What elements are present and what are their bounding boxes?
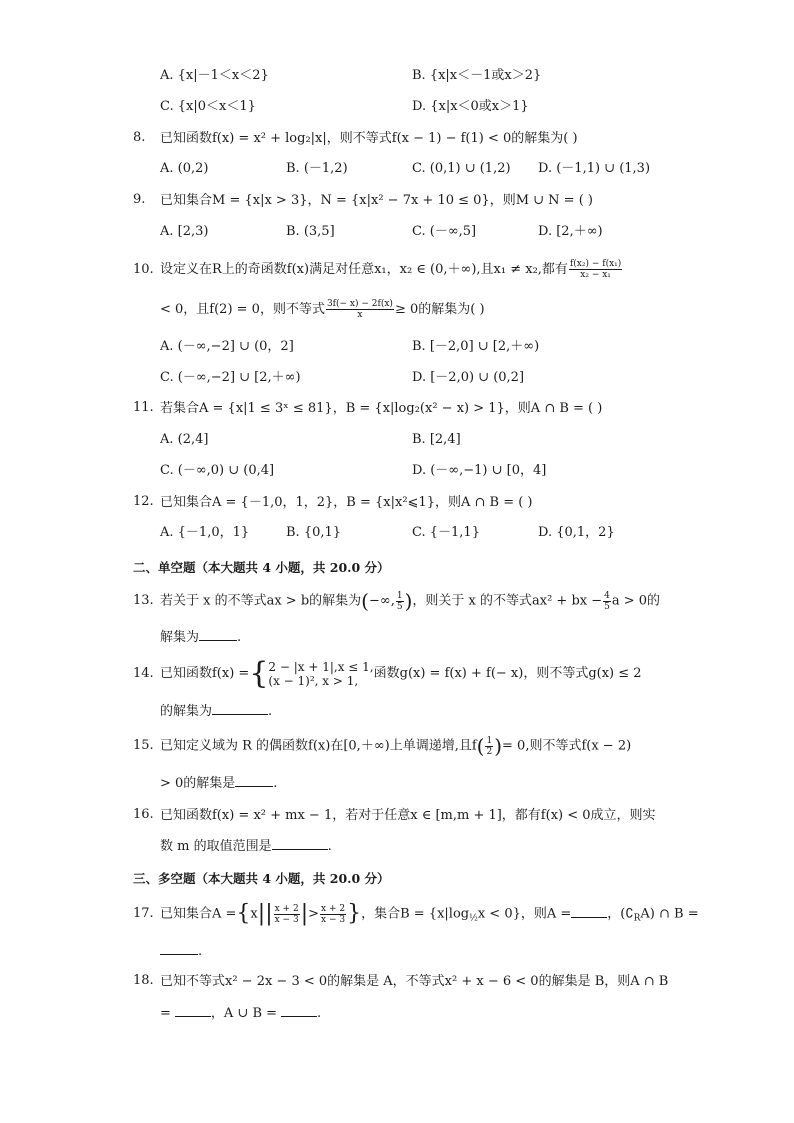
section-heading-fill-in: 二、单空题（本大题共 4 小题，共 20.0 分） bbox=[133, 560, 390, 575]
q9-option-a: A. [2,3) bbox=[160, 224, 209, 239]
q10-fraction-2-denominator: x bbox=[357, 310, 363, 320]
q9-option-b: B. (3,5] bbox=[286, 224, 335, 239]
q8-option-d: D. (－1,1) ∪ (1,3) bbox=[538, 161, 651, 176]
q10-number: 10. bbox=[133, 262, 154, 277]
q11-option-c: C. (－∞,0) ∪ (0,4] bbox=[160, 463, 275, 478]
q13-fraction-numerator: 4 bbox=[604, 590, 610, 601]
q17-abs-numerator: x + 2 bbox=[274, 903, 299, 914]
q9-option-c: C. (－∞,5] bbox=[412, 224, 477, 239]
q7-option-a: A. {x|－1＜x＜2} bbox=[160, 68, 269, 83]
q11-option-d: D. (－∞,−1) ∪ [0，4] bbox=[412, 463, 547, 478]
q17-text-c: x < 0}，则A = bbox=[477, 906, 572, 922]
q15-fraction-denominator: 2 bbox=[486, 746, 493, 757]
q13-period: . bbox=[237, 630, 242, 645]
q13-interval-fraction-numerator: 1 bbox=[396, 590, 403, 601]
q7-option-c: C. {x|0＜x＜1} bbox=[160, 99, 256, 114]
q8-stem: 已知函数f(x) = x² + log₂|x|，则不等式f(x − 1) − f(1) < 0的解集为( ) bbox=[160, 131, 578, 146]
q13-text-a: 若关于 x 的不等式ax > b的解集为 bbox=[160, 593, 362, 609]
q17-log-base: ½ bbox=[469, 913, 478, 924]
q17-answer-blank-1[interactable] bbox=[571, 905, 607, 918]
q13-stem-line1: 若关于 x 的不等式ax > b的解集为(−∞, $\frac{1}{5}$ )，则关于 x 的不等式ax² + bx − $\frac{4}{5}$ a > 0的 bbox=[160, 589, 661, 613]
q17-rhs-fraction bbox=[320, 904, 346, 925]
q18-text-a: = bbox=[160, 1006, 171, 1021]
q10-text-b: < 0，且f(2) = 0，则不等式 bbox=[160, 302, 325, 317]
q10-text-a: 设定义在R上的奇函数f(x)满足对任意x₁，x₂ ∈ (0,＋∞),且x₁ ≠ x₂,都有 bbox=[160, 262, 568, 277]
q15-stem-line1: 已知定义域为 R 的偶函数f(x)在[0,＋∞)上单调递增,且f( $\frac{1}{2}$ )= 0,则不等式f(x − 2) bbox=[160, 734, 632, 758]
q11-option-b: B. [2,4] bbox=[412, 432, 461, 447]
q15-text-b: = 0,则不等式f(x − 2) bbox=[502, 738, 632, 754]
q17-rhs-numerator: x + 2 bbox=[321, 903, 346, 914]
q11-number: 11. bbox=[133, 400, 154, 415]
q8-number: 8. bbox=[133, 130, 146, 145]
q7-option-b: B. {x|x＜－1或x＞2} bbox=[412, 68, 542, 83]
q13-stem-line2 bbox=[160, 628, 241, 647]
q10-fraction-1-denominator: x₂ − x₁ bbox=[580, 270, 611, 280]
q17-period: . bbox=[198, 944, 203, 959]
q17-number: 17. bbox=[133, 906, 154, 921]
q14-number: 14. bbox=[133, 666, 154, 681]
q16-text-b: 数 m 的取值范围是 bbox=[160, 839, 272, 854]
q11-option-a: A. (2,4] bbox=[160, 432, 209, 447]
q17-text-b: ，集合B = {x|log bbox=[361, 906, 470, 922]
q12-option-a: A. {－1,0，1} bbox=[160, 525, 250, 540]
q14-piecewise bbox=[268, 660, 373, 688]
q15-answer-blank[interactable] bbox=[235, 774, 273, 787]
q7-option-d: D. {x|x＜0或x＞1} bbox=[412, 99, 529, 114]
q10-text-c: ≥ 0的解集为( ) bbox=[394, 302, 485, 317]
q18-answer-blank-2[interactable] bbox=[281, 1004, 317, 1017]
q16-answer-blank[interactable] bbox=[272, 837, 328, 850]
q9-stem: 已知集合M = {x|x > 3}，N = {x|x² − 7x + 10 ≤ 0}，则M ∪ N = ( ) bbox=[160, 193, 593, 208]
q17-text-a: 已知集合A = bbox=[160, 906, 237, 922]
q17-text-d: ，(∁ bbox=[607, 906, 634, 922]
q10-stem-line1 bbox=[160, 255, 623, 285]
q12-option-b: B. {0,1} bbox=[286, 525, 342, 540]
q14-answer-blank[interactable] bbox=[212, 702, 268, 715]
q13-interval-start: −∞, bbox=[368, 593, 395, 609]
q17-rhs-denominator: x − 3 bbox=[321, 914, 346, 925]
q13-fraction bbox=[603, 591, 611, 612]
q10-fraction-2-numerator: 3f(− x) − 2f(x) bbox=[326, 299, 393, 309]
q13-text-c: a > 0的 bbox=[611, 593, 661, 609]
q15-text-c: > 0的解集是 bbox=[160, 776, 236, 791]
q12-option-c: C. {－1,1} bbox=[412, 525, 480, 540]
q10-option-c: C. (－∞,−2] ∪ [2,＋∞) bbox=[160, 370, 301, 385]
q10-option-a: A. (－∞,−2] ∪ (0，2] bbox=[160, 339, 294, 354]
q10-stem-line2 bbox=[160, 295, 485, 325]
q13-fraction-denominator: 5 bbox=[604, 601, 610, 612]
q17-abs-fraction bbox=[274, 904, 300, 925]
q17-abs-denominator: x − 3 bbox=[274, 914, 299, 925]
q14-text-b: 函数g(x) = f(x) + f(− x)，则不等式g(x) ≤ 2 bbox=[373, 666, 642, 681]
q15-period: . bbox=[273, 776, 278, 791]
q11-stem: 若集合A = {x|1 ≤ 3ˣ ≤ 81}，B = {x|log₂(x² − x) > 1}，则A ∩ B = ( ) bbox=[160, 401, 603, 416]
q16-number: 16. bbox=[133, 807, 154, 822]
q13-answer-blank[interactable] bbox=[199, 628, 237, 641]
q13-interval-fraction bbox=[396, 591, 404, 612]
q18-stem-line1: 已知不等式x² − 2x − 3 < 0的解集是 A，不等式x² + x − 6 < 0的解集是 B，则A ∩ B bbox=[160, 974, 669, 989]
q15-fraction bbox=[485, 736, 493, 757]
q15-number: 15. bbox=[133, 738, 154, 753]
q17-answer-blank-2[interactable] bbox=[160, 942, 198, 955]
q14-piece-2: (x − 1)², x > 1, bbox=[268, 673, 359, 688]
q14-stem-line2 bbox=[160, 702, 272, 721]
q15-fraction-numerator: 1 bbox=[486, 735, 493, 746]
q10-fraction-1-numerator: f(x₂) − f(x₁) bbox=[569, 259, 622, 269]
q17-set-variable: x bbox=[250, 906, 258, 922]
q9-option-d: D. [2,＋∞) bbox=[538, 224, 603, 239]
q16-stem-line2 bbox=[160, 837, 332, 856]
q17-gt: > bbox=[308, 906, 320, 922]
q17-stem-line1: 已知集合A ={x|| $\frac{x + 2}{x - 3}$ |> $\frac{x + 2}{x - 3}$ }，集合$B = \{x|\log_{\frac{1}{2}}x < 0\}$，则A = ，$(∁_RA)$ ∩ B = bbox=[160, 901, 699, 926]
q14-stem-line1 bbox=[160, 657, 642, 691]
q14-piecewise-brace: { bbox=[249, 655, 269, 691]
q17-complement-subscript: R bbox=[633, 913, 641, 924]
q18-stem-line2 bbox=[160, 1004, 321, 1023]
q14-text-c: 的解集为 bbox=[160, 704, 213, 719]
q18-number: 18. bbox=[133, 973, 154, 988]
q8-option-b: B. (－1,2) bbox=[286, 161, 348, 176]
q12-option-d: D. {0,1，2} bbox=[538, 525, 615, 540]
q10-fraction-2 bbox=[326, 299, 394, 320]
q8-option-a: A. (0,2) bbox=[160, 161, 209, 176]
q10-option-b: B. [－2,0] ∪ [2,＋∞) bbox=[412, 339, 540, 354]
q14-period: . bbox=[268, 704, 273, 719]
q18-answer-blank-1[interactable] bbox=[175, 1004, 211, 1017]
q14-piece-1: 2 − |x + 1|,x ≤ 1, bbox=[268, 659, 374, 674]
q18-period: . bbox=[317, 1006, 322, 1021]
q13-text-d: 解集为 bbox=[160, 630, 200, 645]
q15-text-a: 已知定义域为 R 的偶函数f(x)在[0,＋∞)上单调递增,且f bbox=[160, 738, 477, 754]
q16-period: . bbox=[327, 839, 332, 854]
q12-stem: 已知集合A = {－1,0，1，2}，B = {x|x²⩽1}，则A ∩ B = ( ) bbox=[160, 495, 533, 510]
q13-text-b: ，则关于 x 的不等式ax² + bx − bbox=[412, 593, 603, 609]
section-heading-multi-blank: 三、多空题（本大题共 4 小题，共 20.0 分） bbox=[133, 871, 390, 886]
q8-option-c: C. (0,1) ∪ (1,2) bbox=[412, 161, 511, 176]
q13-number: 13. bbox=[133, 593, 154, 608]
q18-text-b: ，A ∪ B = bbox=[210, 1006, 278, 1021]
q17-text-e: A) ∩ B = bbox=[640, 906, 699, 922]
q10-option-d: D. [－2,0) ∪ (0,2] bbox=[412, 370, 525, 385]
q12-number: 12. bbox=[133, 494, 154, 509]
q14-text-a: 已知函数f(x) = bbox=[160, 666, 250, 681]
q10-fraction-1 bbox=[569, 259, 622, 280]
q16-stem-line1: 已知函数f(x) = x² + mx − 1，若对于任意x ∈ [m,m + 1]，都有f(x) < 0成立，则实 bbox=[160, 808, 656, 823]
q17-stem-line2 bbox=[160, 942, 202, 961]
q15-stem-line2 bbox=[160, 774, 277, 793]
q13-interval-fraction-denominator: 5 bbox=[396, 601, 403, 612]
q9-number: 9. bbox=[133, 192, 146, 207]
